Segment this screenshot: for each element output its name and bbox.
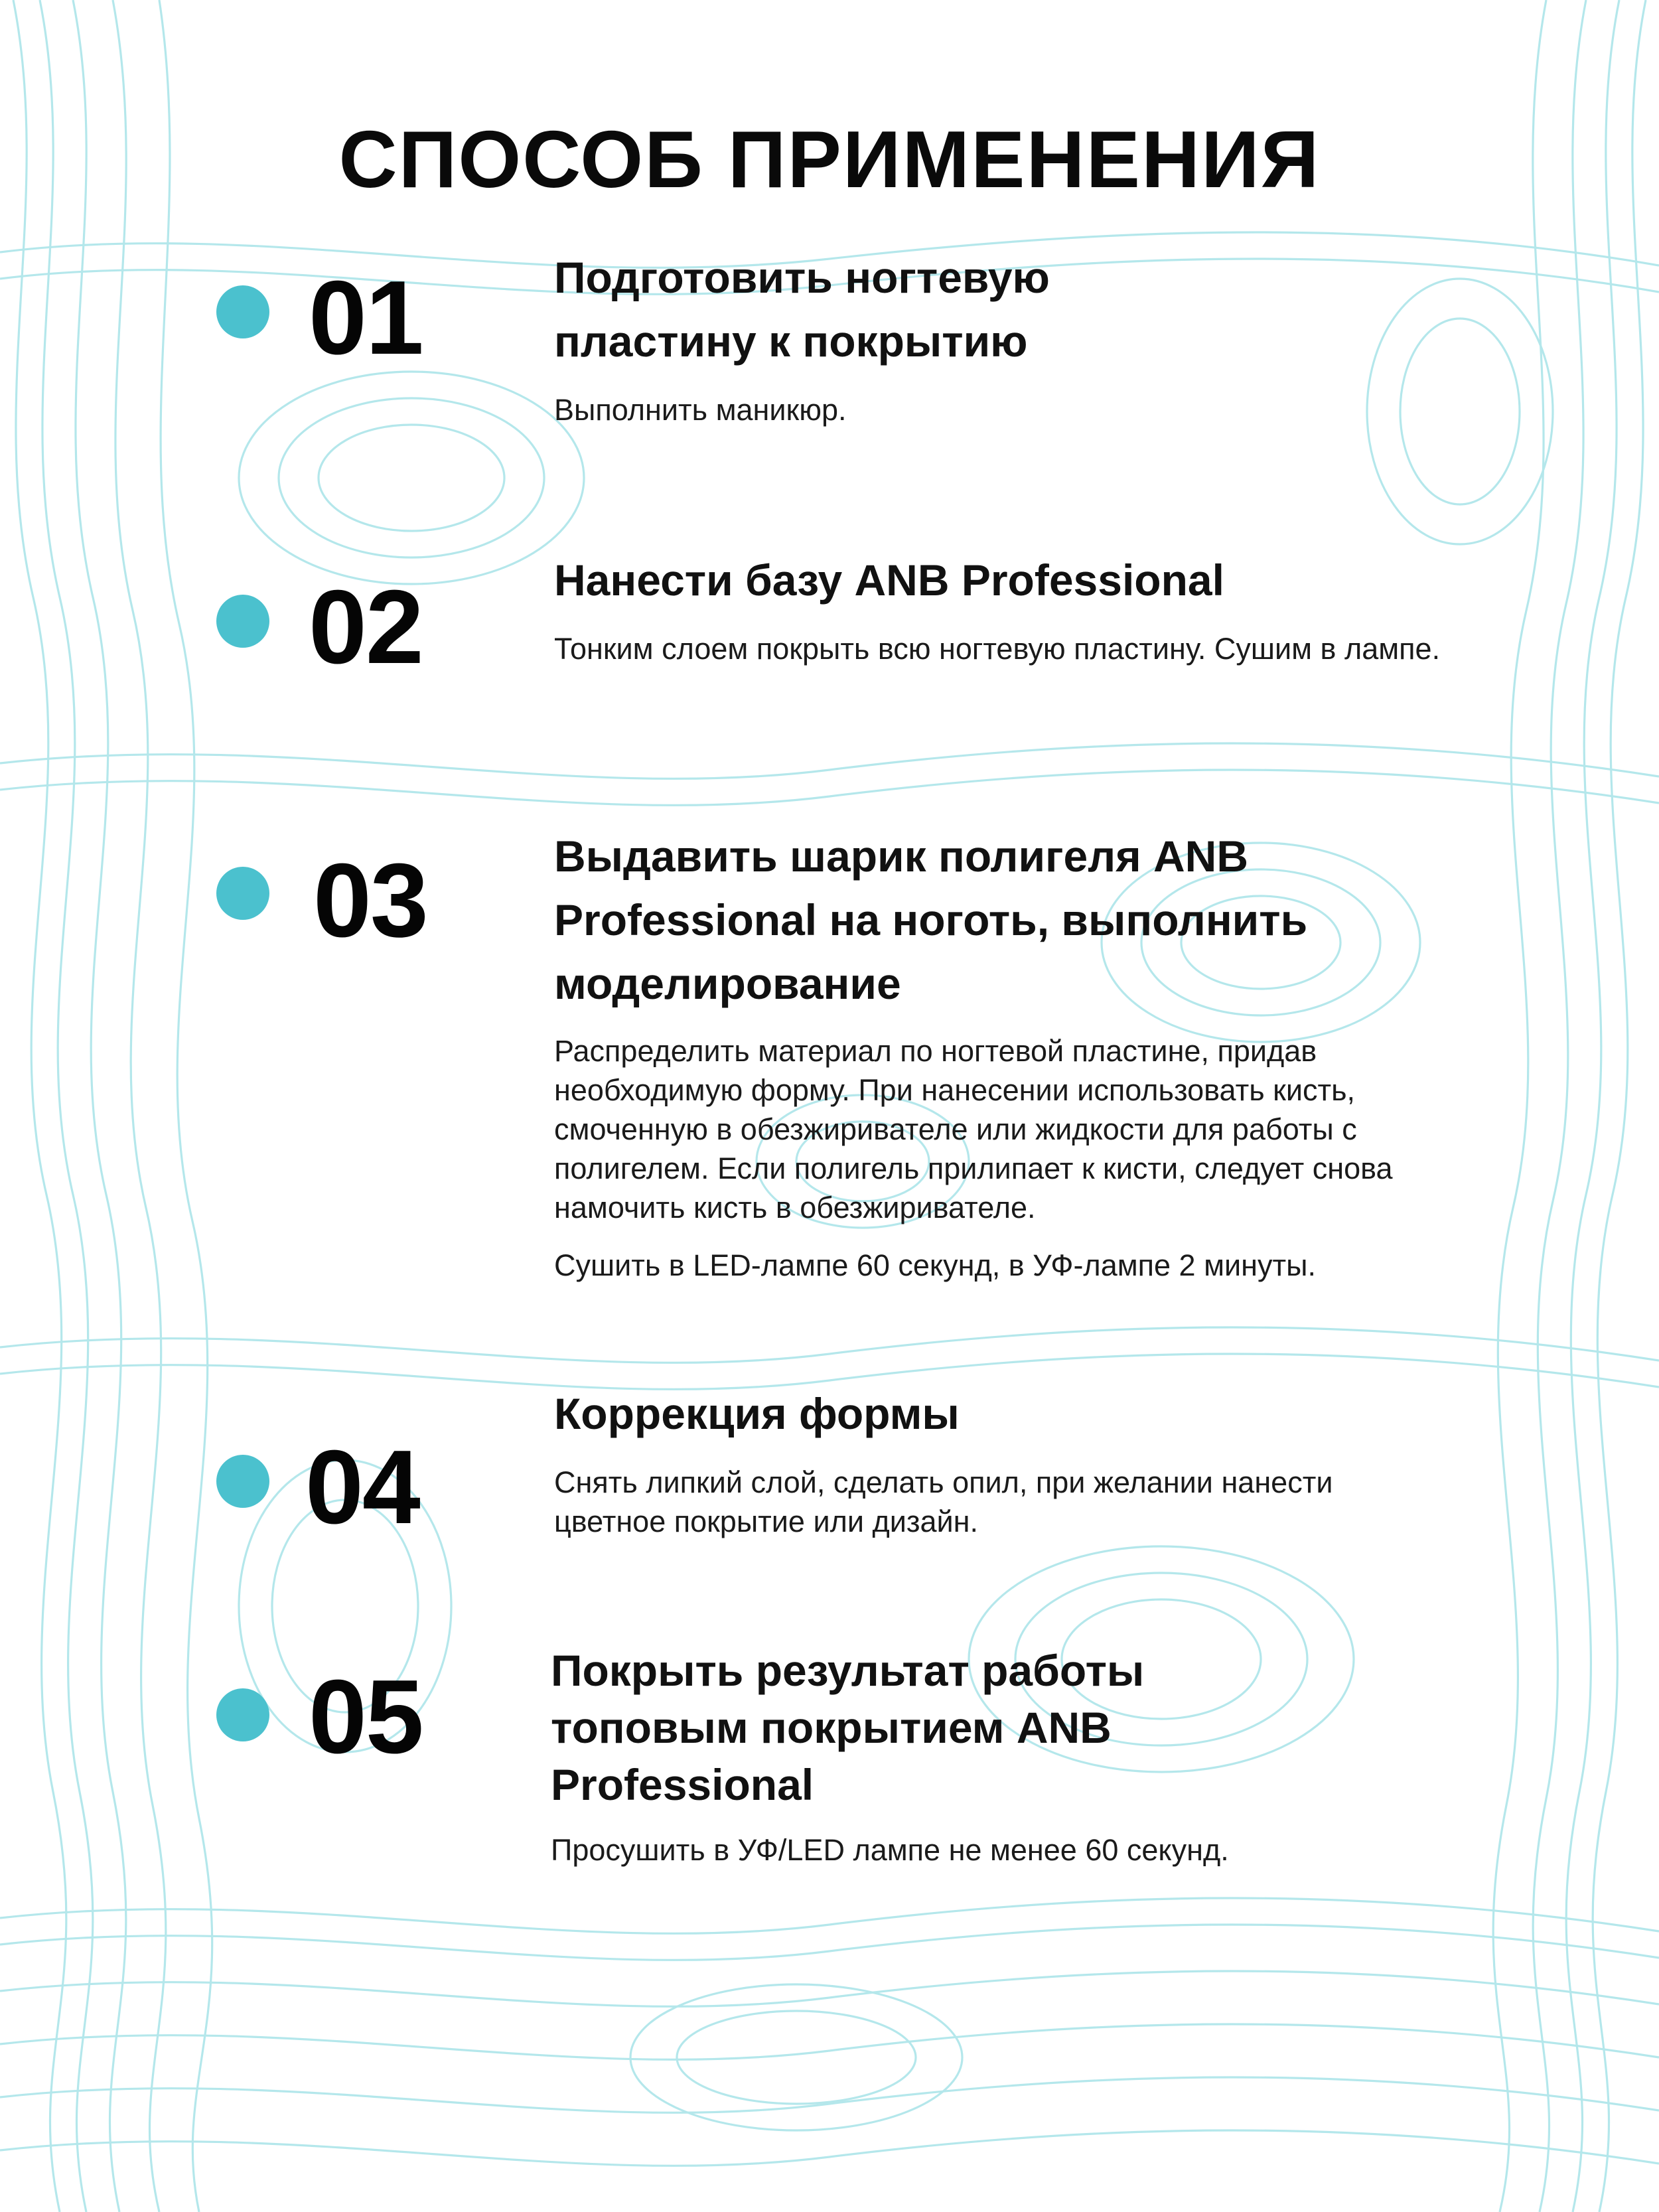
- step-description: Снять липкий слой, сделать опил, при желании нанести цветное покрытие или дизайн.: [554, 1465, 1333, 1538]
- page-title: СПОСОБ ПРИМЕНЕНИЯ: [338, 114, 1321, 204]
- step-bullet: [216, 1688, 269, 1741]
- step-bullet: [216, 1455, 269, 1508]
- step-title: Нанести базу ANB Professional: [554, 555, 1224, 605]
- step-content: [554, 246, 1516, 429]
- step-bullet: [216, 285, 269, 338]
- step-number: 01: [309, 259, 423, 376]
- step-content: [554, 548, 1516, 668]
- step-number: 03: [313, 842, 427, 959]
- step-note: Сушить в LED-лампе 60 секунд, в УФ-лампе 2 минуты.: [554, 1248, 1316, 1282]
- step-number: 05: [309, 1659, 423, 1775]
- step-bullet: [216, 867, 269, 920]
- step-description: Просушить в УФ/LED лампе не менее 60 секунд.: [551, 1833, 1229, 1867]
- step-description: Тонким слоем покрыть всю ногтевую пластину. Сушим в лампе.: [554, 632, 1441, 666]
- step-content: [551, 1642, 1513, 1870]
- step-content: [554, 1382, 1516, 1541]
- step-number: 02: [309, 569, 423, 686]
- step-bullet: [216, 595, 269, 648]
- step-title: Покрыть результат работы топовым покрытием ANB Professional: [551, 1646, 1145, 1809]
- step-title: Коррекция формы: [554, 1389, 960, 1438]
- step-description: Выполнить маникюр.: [554, 393, 847, 427]
- step-description: Распределить материал по ногтевой пластине, придав необходимую форму. При нанесении использовать кисть, смоченную в обезжиривателе или жидкости для работы с полигелем. Если полигель прилипает к кисти, следует снова намочить кисть в обезжиривателе.: [554, 1034, 1393, 1224]
- step-content: [554, 824, 1516, 1285]
- step-title: Выдавить шарик полигеля ANB Professional на ноготь, выполнить моделирование: [554, 832, 1308, 1008]
- step-title: Подготовить ногтевую пластину к покрытию: [554, 253, 1050, 366]
- step-number: 04: [305, 1429, 419, 1546]
